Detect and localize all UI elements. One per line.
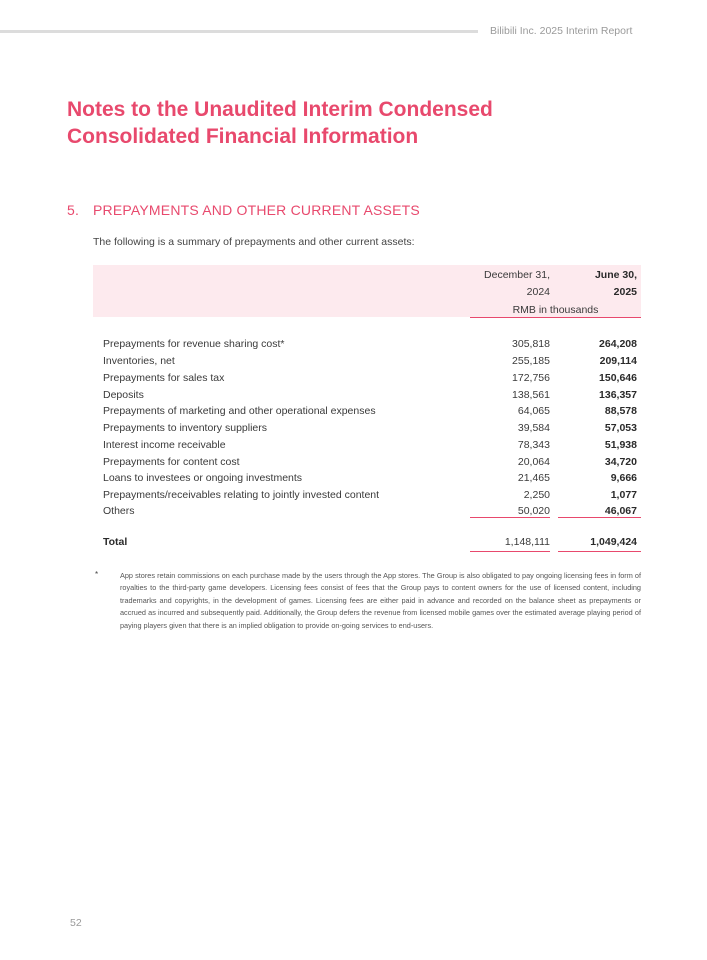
row-label: Prepayments/receivables relating to jointly invested content bbox=[103, 489, 380, 501]
row-value-jun-2025: 46,067 bbox=[604, 505, 637, 517]
row-value-dec-2024: 50,020 bbox=[517, 505, 550, 517]
total-rule-jun bbox=[558, 551, 641, 552]
row-value-jun-2025: 9,666 bbox=[610, 472, 637, 484]
col-header-jun-line2: 2025 bbox=[613, 286, 637, 298]
row-label: Interest income receivable bbox=[103, 439, 226, 451]
subtotal-rule-jun bbox=[558, 517, 641, 518]
header-rule bbox=[0, 30, 478, 33]
row-value-dec-2024: 255,185 bbox=[512, 355, 550, 367]
row-value-dec-2024: 21,465 bbox=[517, 472, 550, 484]
total-rule-dec bbox=[470, 551, 550, 552]
table-row bbox=[93, 372, 641, 389]
row-value-jun-2025: 1,077 bbox=[610, 489, 637, 501]
total-value-dec-2024: 1,148,111 bbox=[504, 536, 550, 548]
table-row bbox=[93, 422, 641, 439]
table-row bbox=[93, 338, 641, 355]
row-label: Prepayments for content cost bbox=[103, 456, 240, 468]
section-title: PREPAYMENTS AND OTHER CURRENT ASSETS bbox=[93, 202, 420, 218]
row-value-jun-2025: 264,208 bbox=[599, 338, 637, 350]
report-header: Bilibili Inc. 2025 Interim Report bbox=[490, 25, 633, 37]
col-header-dec-line2: 2024 bbox=[526, 286, 550, 298]
row-label: Others bbox=[103, 505, 135, 517]
table-row bbox=[93, 472, 641, 489]
row-label: Prepayments of marketing and other operational expenses bbox=[103, 405, 376, 417]
row-value-jun-2025: 34,720 bbox=[604, 456, 637, 468]
table-row bbox=[93, 405, 641, 422]
footnote-text: App stores retain commissions on each purchase made by the users through the App stores. The Group is also obligated to pay ongoing licensing fees in form of royalties to the third-party game developers. Licensing fees consist of fees that the Group pays to content owners for the use of licensed content, including trademarks and copyrights, in the development of games. Licensing fees are either paid in advance and recorded on the balance sheet as prepayments or accrued as incurred and subsequently paid. Additionally, the Group defers the revenue from licensed mobile games over the estimated average playing period of paying players given that there is an implied obligation to provide on-going services to end-users. bbox=[120, 571, 641, 630]
row-value-jun-2025: 209,114 bbox=[599, 355, 637, 367]
row-label: Prepayments to inventory suppliers bbox=[103, 422, 267, 434]
row-value-dec-2024: 2,250 bbox=[523, 489, 550, 501]
footnote-mark: * bbox=[95, 570, 99, 579]
row-value-jun-2025: 51,938 bbox=[604, 439, 637, 451]
page-title: Notes to the Unaudited Interim Condensed Consolidated Financial Information bbox=[67, 98, 493, 148]
page-number: 52 bbox=[70, 917, 82, 929]
row-value-dec-2024: 39,584 bbox=[517, 422, 550, 434]
row-value-jun-2025: 136,357 bbox=[599, 389, 637, 401]
subtotal-rule-dec bbox=[470, 517, 550, 518]
table-row bbox=[93, 439, 641, 456]
row-value-jun-2025: 150,646 bbox=[599, 372, 637, 384]
total-label: Total bbox=[103, 536, 128, 548]
table-row bbox=[93, 389, 641, 406]
col-header-jun-line1: June 30, bbox=[594, 269, 637, 281]
total-value-jun-2025: 1,049,424 bbox=[590, 536, 637, 548]
row-value-dec-2024: 78,343 bbox=[517, 439, 550, 451]
row-label: Inventories, net bbox=[103, 355, 175, 367]
table-row bbox=[93, 489, 641, 506]
header-rule-line bbox=[470, 317, 641, 318]
col-header-dec-line1: December 31, bbox=[484, 269, 550, 281]
row-label: Prepayments for revenue sharing cost* bbox=[103, 338, 285, 350]
section-number: 5. bbox=[67, 202, 80, 218]
row-label: Prepayments for sales tax bbox=[103, 372, 225, 384]
section-heading bbox=[67, 202, 420, 218]
row-value-dec-2024: 305,818 bbox=[512, 338, 550, 350]
table-row bbox=[93, 505, 641, 522]
row-value-dec-2024: 20,064 bbox=[517, 456, 550, 468]
row-value-dec-2024: 172,756 bbox=[512, 372, 550, 384]
row-value-dec-2024: 138,561 bbox=[512, 389, 550, 401]
table-row bbox=[93, 456, 641, 473]
units-label: RMB in thousands bbox=[512, 304, 599, 316]
row-value-jun-2025: 57,053 bbox=[604, 422, 637, 434]
row-value-dec-2024: 64,065 bbox=[517, 405, 550, 417]
table-row bbox=[93, 355, 641, 372]
row-label: Deposits bbox=[103, 389, 144, 401]
intro-text: The following is a summary of prepayments and other current assets: bbox=[93, 236, 415, 248]
row-label: Loans to investees or ongoing investments bbox=[103, 472, 303, 484]
row-value-jun-2025: 88,578 bbox=[604, 405, 637, 417]
